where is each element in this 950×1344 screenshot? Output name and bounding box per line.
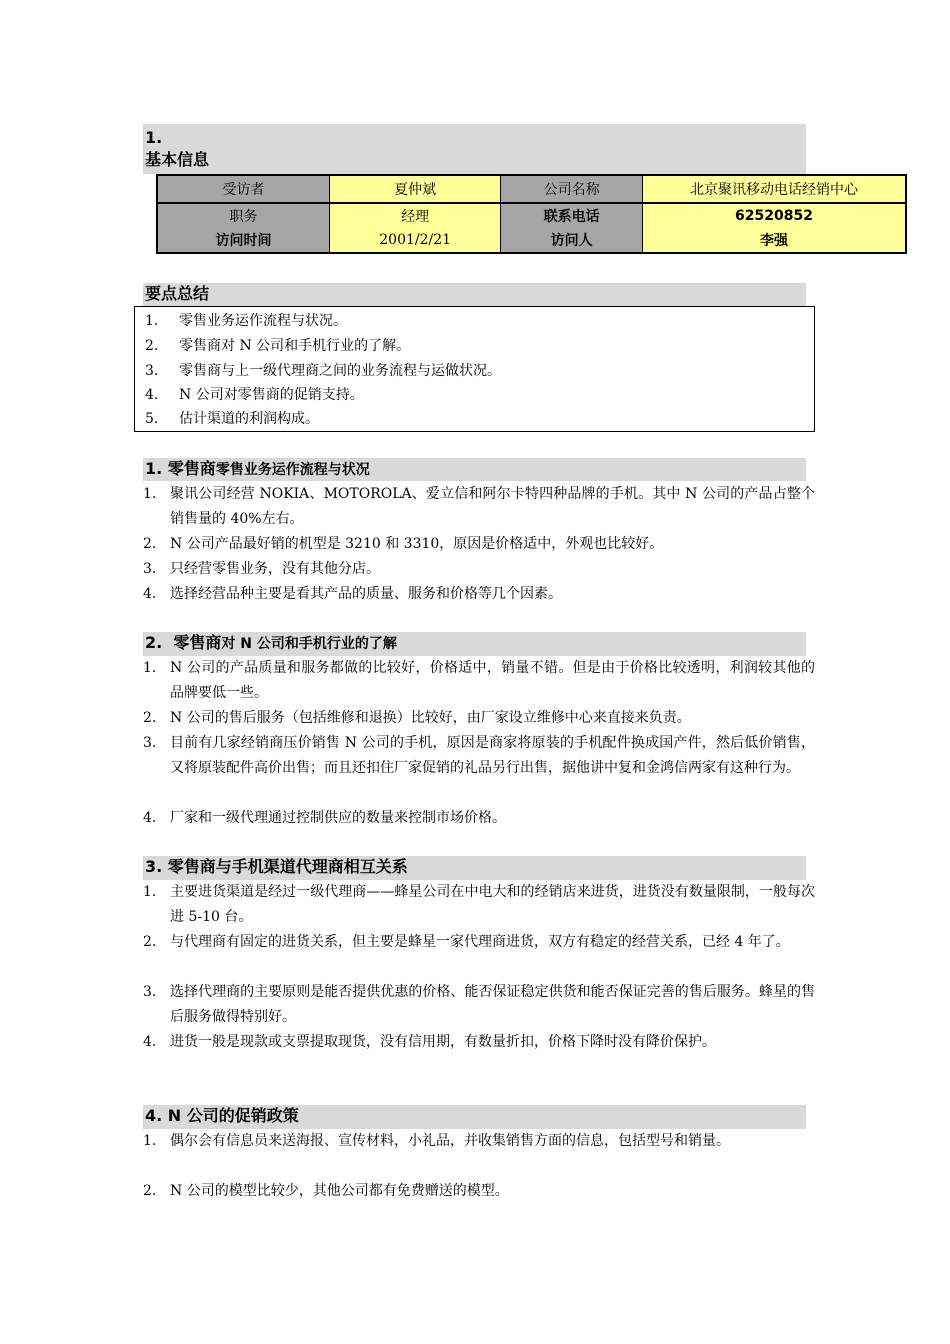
list-item: 1. N 公司的产品质量和服务都做的比较好，价格适中，销量不错。但是由于价格比较透明，利润较其他的品牌要低一些。 — [143, 660, 815, 701]
list-item: 4. 厂家和一级代理通过控制供应的数量来控制市场价格。 — [143, 810, 506, 826]
basic-info-number: 1. — [145, 128, 163, 147]
list-item: 4. 进货一般是现款或支票提取现货，没有信用期，有数量折扣，价格下降时没有降价保护。 — [143, 1034, 716, 1050]
visit-time-label: 访问时间 — [157, 228, 329, 253]
company-value: 北京聚讯移动电话经销中心 — [642, 175, 906, 203]
list-item: 2. N 公司的售后服务（包括维修和退换）比较好，由厂家设立维修中心来直接来负责。 — [143, 710, 691, 726]
list-item: 3. 选择代理商的主要原则是能否提供优惠的价格、能否保证稳定供货和能否保证完善的售后服务。蜂星的售后服务做得特别好。 — [143, 984, 815, 1025]
interviewee-value: 夏仲斌 — [329, 175, 500, 203]
summary-heading: 要点总结 — [143, 283, 806, 306]
list-item: 1. 聚讯公司经营 NOKIA、MOTOROLA、爱立信和阿尔卡特四种品牌的手机。其中 N 公司的产品占整个销售量的 40%左右。 — [143, 486, 815, 527]
position-label: 职务 — [157, 203, 329, 228]
section-3-heading: 3. 零售商与手机渠道代理商相互关系 — [143, 856, 806, 880]
list-item: 2. 与代理商有固定的进货关系，但主要是蜂星一家代理商进货，双方有稳定的经营关系，已经 4 年了。 — [143, 934, 790, 950]
summary-item: 4. N 公司对零售商的促销支持。 — [145, 387, 364, 403]
summary-item: 2. 零售商对 N 公司和手机行业的了解。 — [145, 338, 411, 354]
basic-info-heading — [143, 124, 806, 174]
summary-item: 3. 零售商与上一级代理商之间的业务流程与运做状况。 — [145, 363, 501, 379]
list-item: 1. 偶尔会有信息员来送海报、宣传材料，小礼品，并收集销售方面的信息，包括型号和销量。 — [143, 1133, 730, 1149]
list-item: 2. N 公司产品最好销的机型是 3210 和 3310，原因是价格适中，外观也比较好。 — [143, 536, 664, 552]
visitor-value: 李强 — [642, 228, 906, 253]
section-2-heading: 2. 零售商对 N 公司和手机行业的了解 — [143, 632, 806, 656]
section-4-heading: 4. N 公司的促销政策 — [143, 1105, 806, 1129]
list-item: 4. 选择经营品种主要是看其产品的质量、服务和价格等几个因素。 — [143, 586, 562, 602]
summary-item: 5. 估计渠道的利润构成。 — [145, 411, 319, 427]
phone-value: 62520852 — [642, 203, 906, 228]
list-item: 1. 主要进货渠道是经过一级代理商——蜂星公司在中电大和的经销店来进货，进货没有数量限制，一般每次进 5-10 台。 — [143, 884, 815, 925]
section-1-heading: 1. 零售商零售业务运作流程与状况 — [143, 458, 806, 481]
company-label: 公司名称 — [501, 175, 643, 203]
basic-info-table — [156, 174, 907, 254]
list-item: 3. 目前有几家经销商压价销售 N 公司的手机，原因是商家将原装的手机配件换成国产件，然后低价销售，又将原装配件高价出售；而且还扣住厂家促销的礼品另行出售，据他讲中复和金鸿信两家有这种行为。 — [143, 735, 815, 776]
phone-label: 联系电话 — [501, 203, 643, 228]
basic-info-title: 基本信息 — [145, 150, 210, 169]
visit-time-value: 2001/2/21 — [329, 228, 500, 253]
interviewee-label: 受访者 — [157, 175, 329, 203]
summary-item: 1. 零售业务运作流程与状况。 — [145, 313, 347, 329]
summary-list — [134, 306, 815, 432]
visitor-label: 访问人 — [501, 228, 643, 253]
list-item: 3. 只经营零售业务，没有其他分店。 — [143, 561, 380, 577]
list-item: 2. N 公司的模型比较少，其他公司都有免费赠送的模型。 — [143, 1183, 509, 1199]
position-value: 经理 — [329, 203, 500, 228]
